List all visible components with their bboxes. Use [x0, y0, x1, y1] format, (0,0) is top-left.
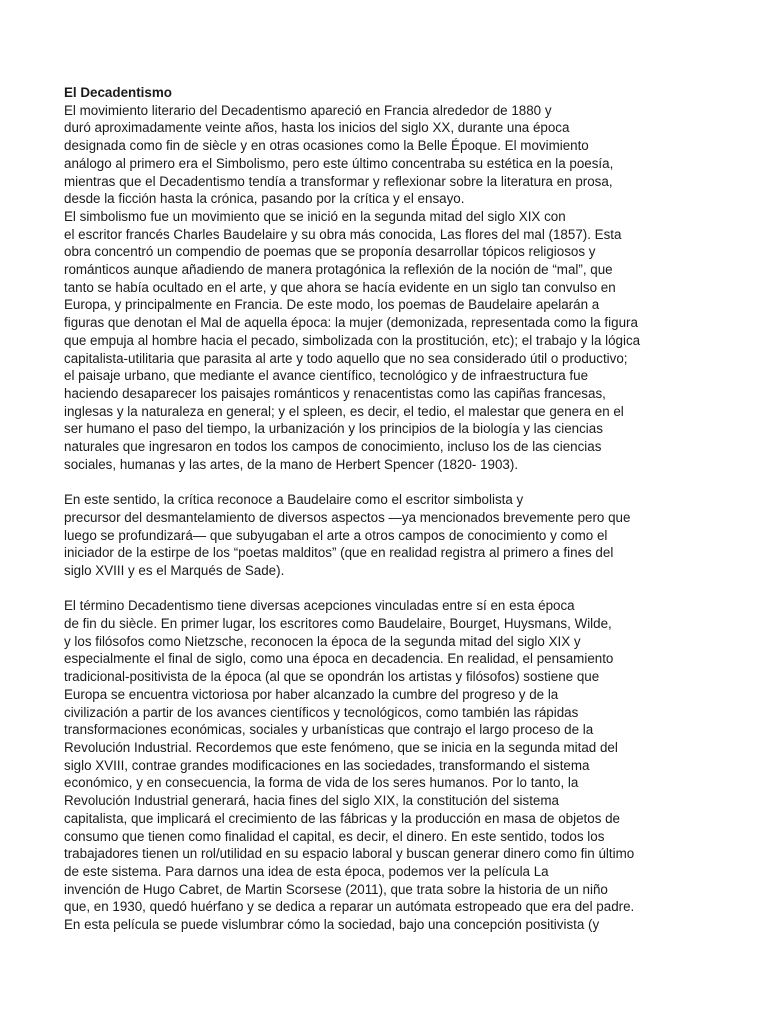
text-line: luego se profundizará— que subyugaban el arte a otros campos de conocimiento y como el: [64, 527, 608, 543]
text-line: siglo XVIII y es el Marqués de Sade).: [64, 562, 285, 578]
text-line: En este sentido, la crítica reconoce a Baudelaire como el escritor simbolista y: [64, 492, 524, 508]
text-line: inglesas y la naturaleza en general; y el spleen, es decir, el tedio, el malestar que genera en el: [64, 403, 624, 419]
text-line: El movimiento literario del Decadentismo apareció en Francia alrededor de 1880 y: [64, 102, 552, 118]
text-line: transformaciones económicas, sociales y urbanísticas que contrajo el largo proceso de la: [64, 722, 594, 738]
text-line: civilización a partir de los avances científicos y tecnológicos, como también las rápidas: [64, 704, 579, 720]
text-line: haciendo desaparecer los paisajes románticos y renacentistas como las capiñas francesas,: [64, 385, 606, 401]
text-line: mientras que el Decadentismo tendía a transformar y reflexionar sobre la literatura en prosa,: [64, 173, 613, 189]
text-line: Revolución Industrial generará, hacia fines del siglo XIX, la constitución del sistema: [64, 793, 559, 809]
text-line: El simbolismo fue un movimiento que se inició en la segunda mitad del siglo XIX con: [64, 208, 566, 224]
text-line: El término Decadentismo tiene diversas acepciones vinculadas entre sí en esta época: [64, 598, 575, 614]
text-line: precursor del desmantelamiento de diversos aspectos —ya mencionados brevemente pero que: [64, 509, 631, 525]
text-line: tradicional-positivista de la época (al que se opondrán los artistas y filósofos) sostiene que: [64, 669, 600, 685]
text-line: consumo que tienen como finalidad el capital, es decir, el dinero. En este sentido, todos los: [64, 828, 605, 844]
document-page: [64, 84, 704, 934]
text-line: trabajadores tienen un rol/utilidad en su espacio laboral y buscan generar dinero como fin último: [64, 846, 635, 862]
text-line: naturales que ingresaron en todos los campos de conocimiento, incluso los de las ciencias: [64, 439, 602, 455]
text-line: En esta película se puede vislumbrar cómo la sociedad, bajo una concepción positivista (y: [64, 917, 600, 933]
text-line: tanto se había ocultado en el arte, y que ahora se hacía evidente en un siglo tan convulso en: [64, 279, 616, 295]
text-line: Revolución Industrial. Recordemos que este fenómeno, que se inicia en la segunda mitad del: [64, 739, 618, 755]
text-line: obra concentró un compendio de poemas que se proponía desarrollar tópicos religiosos y: [64, 244, 596, 260]
paragraph-spacer: [64, 473, 704, 491]
text-line: Europa se encuentra victoriosa por haber alcanzado la cumbre del progreso y de la: [64, 686, 559, 702]
text-line: iniciador de la estirpe de los “poetas malditos” (que en realidad registra al primero a fines del: [64, 545, 614, 561]
text-line: románticos aunque añadiendo de manera protagónica la reflexión de la noción de “mal”, que: [64, 262, 613, 278]
text-line: de este sistema. Para darnos una idea de esta época, podemos ver la película La: [64, 863, 549, 879]
text-line: Europa, y principalmente en Francia. De este modo, los poemas de Baudelaire apelarán a: [64, 297, 600, 313]
text-line: designada como fin de siècle y en otras ocasiones como la Belle Époque. El movimiento: [64, 138, 589, 154]
text-line: el escritor francés Charles Baudelaire y su obra más conocida, Las flores del mal (1857). Esta: [64, 226, 622, 242]
text-line: sociales, humanas y las artes, de la mano de Herbert Spencer (1820- 1903).: [64, 456, 519, 472]
text-line: que empuja al hombre hacia el pecado, simbolizada con la prostitución, etc); el trabajo y la lógica: [64, 332, 641, 348]
text-line: especialmente el final de siglo, como una época en decadencia. En realidad, el pensamiento: [64, 651, 614, 667]
paragraph-termino-decadentismo: [64, 597, 704, 933]
text-line: duró aproximadamente veinte años, hasta los inicios del siglo XX, durante una época: [64, 120, 570, 136]
text-line: y los filósofos como Nietzsche, reconocen la época de la segunda mitad del siglo XIX y: [64, 633, 581, 649]
text-line: económico, y en consecuencia, la forma de vida de los seres humanos. Por lo tanto, la: [64, 775, 579, 791]
text-line: desde la ficción hasta la crónica, pasando por la crítica y el ensayo.: [64, 191, 465, 207]
paragraph-spacer: [64, 580, 704, 598]
document-title: El Decadentismo: [64, 85, 172, 100]
text-line: siglo XVIII, contrae grandes modificaciones en las sociedades, transformando el sistema: [64, 757, 590, 773]
text-line: figuras que denotan el Mal de aquella época: la mujer (demonizada, representada como la figura: [64, 315, 638, 331]
text-line: análogo al primero era el Simbolismo, pero este último concentraba su estética en la poesía,: [64, 155, 614, 171]
text-line: de fin du siècle. En primer lugar, los escritores como Baudelaire, Bourget, Huysmans, Wilde,: [64, 616, 612, 632]
text-line: capitalista-utilitaria que parasita al arte y todo aquello que no sea considerado útil o productivo;: [64, 350, 628, 366]
paragraph-baudelaire-precursor: [64, 491, 704, 580]
text-line: que, en 1930, quedó huérfano y se dedica a reparar un autómata estropeado que era del padre.: [64, 899, 635, 915]
text-line: ser humano el paso del tiempo, la urbanización y los principios de la biología y las ciencias: [64, 421, 603, 437]
text-line: el paisaje urbano, que mediante el avance científico, tecnológico y de infraestructura fue: [64, 368, 589, 384]
paragraph-simbolismo: [64, 208, 704, 474]
text-line: invención de Hugo Cabret, de Martin Scorsese (2011), que trata sobre la historia de un niño: [64, 881, 608, 897]
paragraph-decadentismo-intro: [64, 102, 704, 208]
text-line: capitalista, que implicará el crecimiento de las fábricas y la producción en masa de objetos de: [64, 810, 621, 826]
